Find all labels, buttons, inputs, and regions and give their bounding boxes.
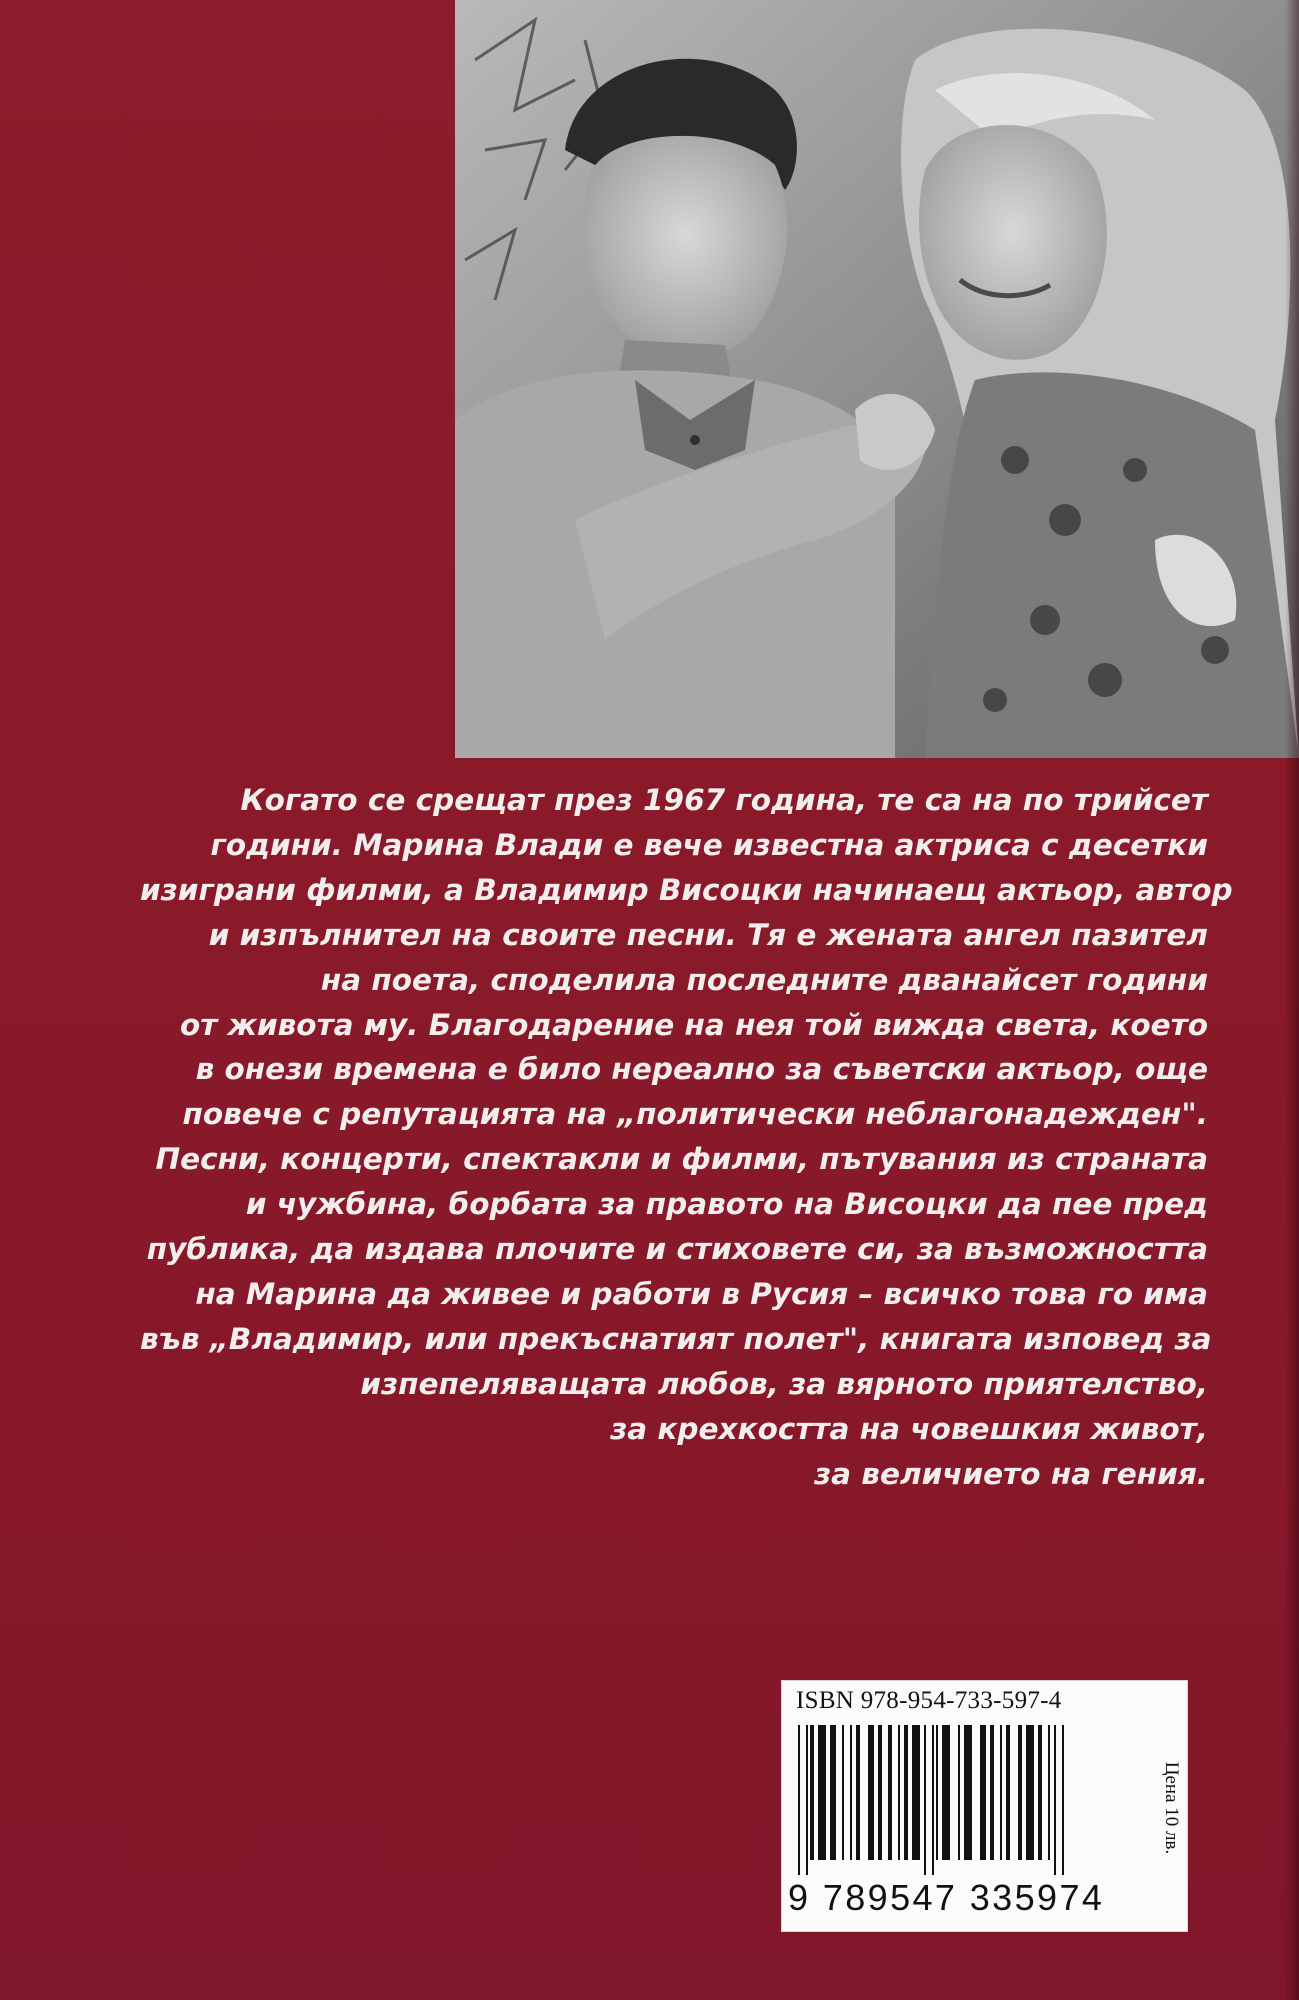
blurb-line: изпепеляващата любов, за вярното приятелство, bbox=[360, 1366, 1208, 1401]
barcode-label bbox=[781, 1680, 1188, 1932]
blurb-line: в онези времена е било нереално за съветски актьор, още bbox=[195, 1052, 1208, 1087]
blurb-line: години. Марина Влади е вече известна актриса с десетки bbox=[210, 827, 1208, 862]
blurb-line: повече с репутацията на „политически неблагонадежден". bbox=[182, 1097, 1208, 1132]
price-label bbox=[1156, 1703, 1186, 1913]
barcode-icon bbox=[794, 1725, 1144, 1875]
blurb-line: Когато се срещат през 1967 година, те са на по трийсет bbox=[240, 783, 1208, 817]
blurb-line: за величието на гения. bbox=[813, 1456, 1208, 1491]
cover-photo bbox=[455, 0, 1299, 758]
blurb-line: и изпълнител на своите песни. Тя е жената ангел пазител bbox=[208, 917, 1208, 952]
blurb-line: от живота му. Благодарение на нея той вижда света, което bbox=[179, 1007, 1208, 1042]
barcode-digits: 9 789547 335974 bbox=[788, 1877, 1105, 1918]
blurb-line: във „Владимир, или прекъснатият полет", книгата изповед за bbox=[140, 1321, 1212, 1356]
isbn-text: ISBN 978-954-733-597-4 bbox=[796, 1687, 1062, 1714]
blurb-line: на Марина да живее и работи в Русия – всичко това го има bbox=[195, 1276, 1208, 1311]
price-text: Цена 10 лв. bbox=[1161, 1761, 1182, 1855]
couple-photo-icon bbox=[455, 0, 1299, 758]
blurb-line: на поета, споделила последните дванайсет години bbox=[320, 962, 1208, 997]
blurb-line: за крехкостта на човешкия живот, bbox=[610, 1411, 1208, 1446]
blurb-line: и чужбина, борбата за правото на Висоцки да пее пред bbox=[245, 1187, 1208, 1222]
blurb-line: Песни, концерти, спектакли и филми, пътувания из страната bbox=[155, 1142, 1208, 1177]
blurb-text bbox=[140, 778, 1233, 1497]
blurb-line: публика, да издава плочите и стиховете си, за възможността bbox=[146, 1232, 1208, 1267]
blurb-line: изиграни филми, а Владимир Висоцки начинаещ актьор, автор bbox=[140, 872, 1233, 907]
cover-edge-shadow bbox=[1285, 0, 1299, 2000]
